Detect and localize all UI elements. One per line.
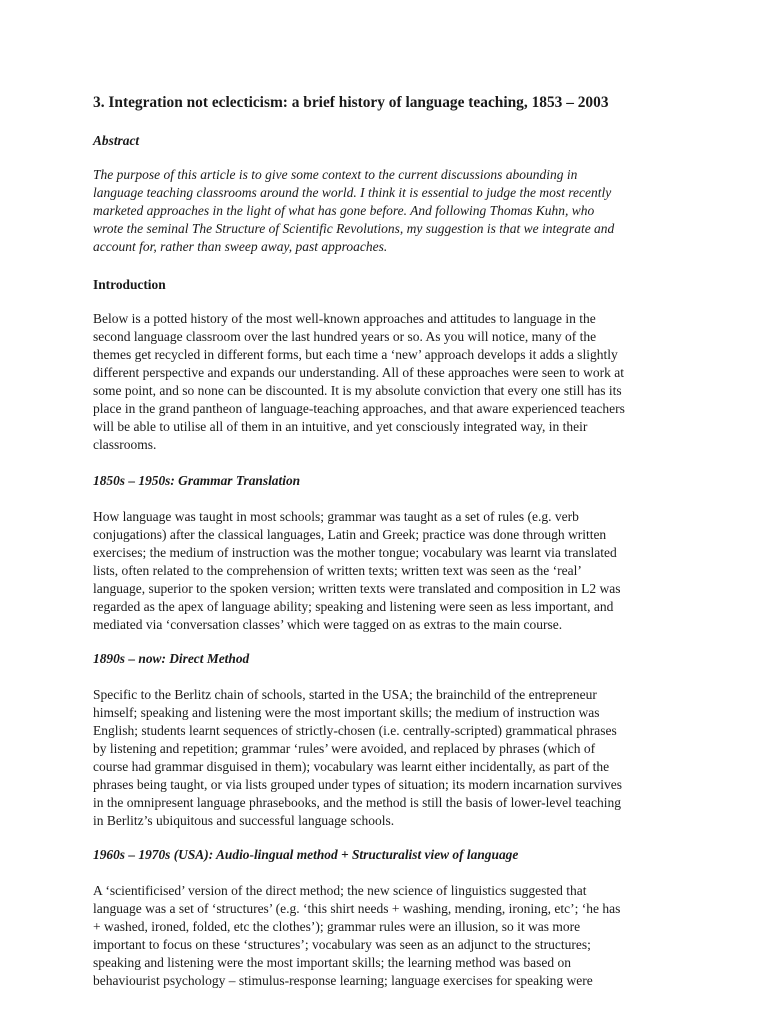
audio-lingual-paragraph (93, 882, 713, 990)
abstract-heading: Abstract (93, 133, 140, 148)
grammar-translation-line: conjugations) after the classical languages, Latin and Greek; practice was done through written (93, 527, 607, 542)
audio-lingual-line: language was a set of ‘structures’ (e.g. ‘this shirt needs + washing, mending, ironing, etc’; ‘he has (93, 901, 621, 916)
grammar-translation-line: lists, often related to the comprehension of written texts; written text was seen as the ‘real’ (93, 563, 582, 578)
direct-method-line: phrases being taught, or via lists grouped under types of situation; its modern incarnation survives (93, 777, 623, 792)
audio-lingual-line: behaviourist psychology – stimulus-response learning; language exercises for speaking were (93, 973, 593, 988)
direct-method-line: English; students learnt sequences of strictly-chosen (i.e. centrally-scripted) grammatical phrases (93, 723, 617, 738)
direct-method-paragraph (93, 686, 713, 830)
grammar-translation-heading: 1850s – 1950s: Grammar Translation (93, 473, 301, 488)
abstract-line: marketed approaches in the light of what has gone before. And following Thomas Kuhn, who (93, 203, 595, 218)
direct-method-line: by listening and repetition; grammar ‘rules’ were avoided, and replaced by phrases (which of (93, 741, 596, 756)
grammar-translation-line: regarded as the apex of language ability; speaking and listening were seen as less important, and (93, 599, 614, 614)
introduction-line: will be able to utilise all of them in an intuitive, and yet consciously integrated way, in their (93, 419, 588, 434)
grammar-translation-line: How language was taught in most schools; grammar was taught as a set of rules (e.g. verb (93, 509, 579, 524)
introduction-line: place in the grand pantheon of language-teaching approaches, and that aware experienced teachers (93, 401, 625, 416)
direct-method-line: Specific to the Berlitz chain of schools, started in the USA; the brainchild of the entrepreneur (93, 687, 597, 702)
introduction-paragraph (93, 310, 713, 454)
grammar-translation-paragraph (93, 508, 713, 634)
direct-method-heading: 1890s – now: Direct Method (93, 651, 250, 666)
abstract-line: wrote the seminal The Structure of Scientific Revolutions, my suggestion is that we integrate and (93, 221, 615, 236)
audio-lingual-line: important to focus on these ‘structures’; vocabulary was seen as an adjunct to the structures; (93, 937, 591, 952)
grammar-translation-line: mediated via ‘conversation classes’ which were tagged on as extras to the main course. (93, 617, 563, 632)
grammar-translation-line: language, superior to the spoken version; written texts were translated and composition in L2 was (93, 581, 621, 596)
page-title: 3. Integration not eclecticism: a brief history of language teaching, 1853 – 2003 (93, 94, 609, 111)
audio-lingual-line: + washed, ironed, folded, etc the clothes’); grammar rules were an illusion, so it was more (93, 919, 581, 934)
introduction-line: different perspective and expands our understanding. All of these approaches were seen to work at (93, 365, 624, 380)
introduction-line: second language classroom over the last hundred years or so. As you will notice, many of the (93, 329, 597, 344)
audio-lingual-line: speaking and listening were the most important skills; the learning method was based on (93, 955, 572, 970)
introduction-line: themes get recycled in different forms, but each time a ‘new’ approach develops it adds a slightly (93, 347, 618, 362)
audio-lingual-line: A ‘scientificised’ version of the direct method; the new science of linguistics suggested that (93, 883, 587, 898)
grammar-translation-line: exercises; the medium of instruction was the mother tongue; vocabulary was learnt via translated (93, 545, 617, 560)
direct-method-line: in Berlitz’s ubiquitous and successful language schools. (93, 813, 395, 828)
abstract-paragraph (93, 166, 713, 256)
direct-method-line: in the omnipresent language phrasebooks, and the method is still the basis of lower-level teaching (93, 795, 621, 810)
direct-method-line: course had grammar disguised in them); vocabulary was learnt either incidentally, as part of the (93, 759, 610, 774)
introduction-line: Below is a potted history of the most well-known approaches and attitudes to language in the (93, 311, 596, 326)
introduction-line: some point, and so none can be discounted. It is my absolute conviction that every one still has its (93, 383, 622, 398)
introduction-line: classrooms. (93, 437, 157, 452)
abstract-line: account for, rather than sweep away, past approaches. (93, 239, 388, 254)
abstract-line: The purpose of this article is to give some context to the current discussions abounding in (93, 167, 578, 182)
direct-method-line: himself; speaking and listening were the most important skills; the medium of instruction was (93, 705, 600, 720)
introduction-heading: Introduction (93, 277, 166, 292)
abstract-line: language teaching classrooms around the world. I think it is essential to judge the most recently (93, 185, 612, 200)
audio-lingual-heading: 1960s – 1970s (USA): Audio-lingual method + Structuralist view of language (93, 847, 519, 862)
